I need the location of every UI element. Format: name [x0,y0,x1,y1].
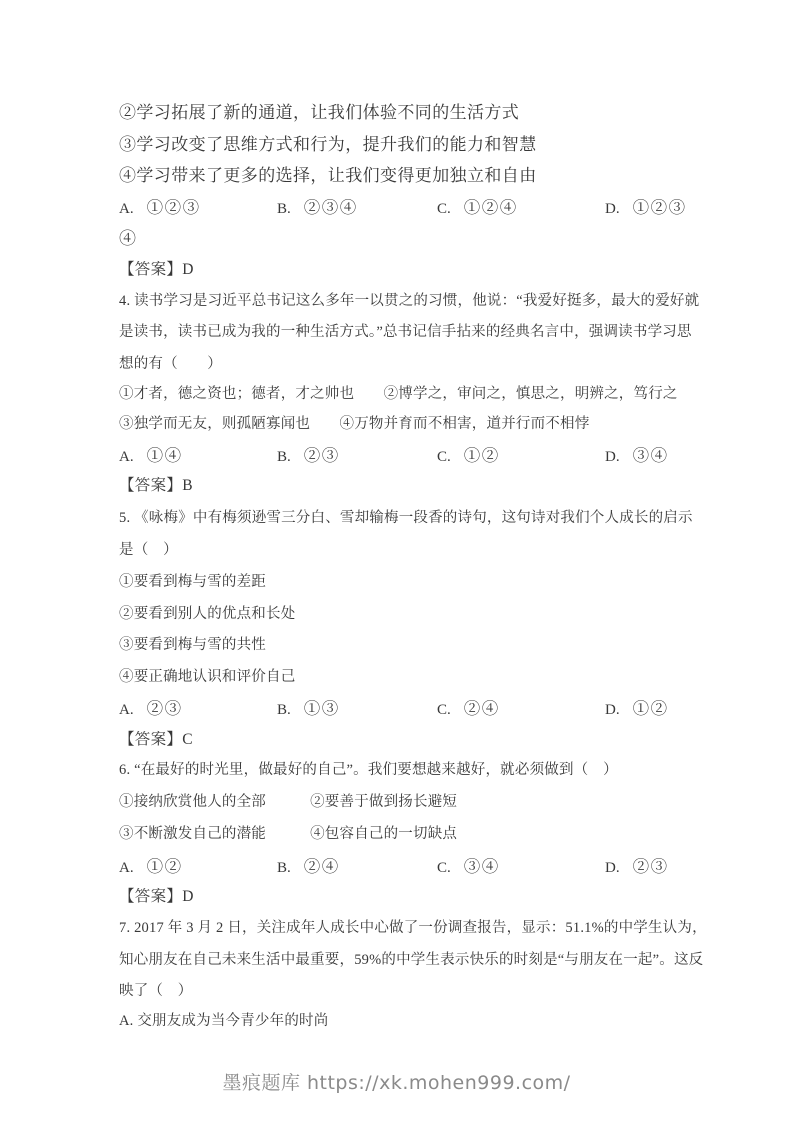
q6-option-d-numbers: ②③ [632,857,669,876]
q3-option-b-numbers: ②③④ [303,198,358,217]
q6-option-c-label: C. [437,860,451,876]
q6-option-d [605,857,669,877]
q4-option-d-numbers: ③④ [632,446,669,465]
q4-stem-line-3: 想的有（ ） [119,356,222,372]
q4-option-b-label: B. [277,449,291,465]
q4-option-b-numbers: ②③ [303,446,340,465]
q3-option-d-numbers: ①②③ [632,198,687,217]
q5-option-c-label: C. [437,702,451,718]
q5-option-d-numbers: ①② [632,699,669,718]
q5-answer: 【答案】C [119,731,193,748]
q3-option-a-numbers: ①②③ [146,198,201,217]
q3-option-d [605,198,687,218]
q5-option-b-numbers: ①③ [303,699,340,718]
q4-option-b [277,446,340,466]
q5-option-d [605,699,669,719]
q4-option-a-numbers: ①④ [146,446,183,465]
q5-option-b [277,699,340,719]
q4-option-c [437,446,500,466]
q5-option-c-numbers: ②④ [463,699,500,718]
q6-answer: 【答案】D [119,888,194,905]
q6-option-d-label: D. [605,860,620,876]
q3-option-c-label: C. [437,201,451,217]
q6-choices-line-2: ③不断激发自己的潜能 ④包容自己的一切缺点 [119,826,458,842]
q5-option-c [437,699,500,719]
q6-option-c-numbers: ③④ [463,857,500,876]
q3-option-d-overflow: ④ [119,229,137,248]
q6-option-a-numbers: ①② [146,857,183,876]
q6-option-a [119,857,183,877]
q4-choices-line-1: ①才者，德之资也；德者，才之帅也 ②博学之，审问之，慎思之，明辨之，笃行之 [119,386,678,402]
q3-options-row [119,198,739,222]
q4-stem-line-1: 4. 读书学习是习近平总书记这么多年一以贯之的习惯，他说：“我爱好挺多，最大的爱好就 [119,293,700,309]
q3-option-d-label: D. [605,201,620,217]
q3-option-b-label: B. [277,201,291,217]
q5-option-b-label: B. [277,702,291,718]
q3-option-c-numbers: ①②④ [463,198,518,217]
q5-option-a-numbers: ②③ [146,699,183,718]
q7-stem-line-1: 7. 2017 年 3 月 2 日，关注成年人成长中心做了一份调查报告，显示：51.1%的中学生认为， [119,920,707,936]
q4-option-d-label: D. [605,449,620,465]
q5-choice-4: ④要正确地认识和评价自己 [119,669,296,685]
q4-option-a-label: A. [119,449,134,465]
q5-choice-2: ②要看到别人的优点和长处 [119,606,296,622]
q5-option-a [119,699,183,719]
q5-stem-line-1: 5. 《咏梅》中有梅须逊雪三分白、雪却输梅一段香的诗句，这句诗对我们个人成长的启示 [119,510,693,526]
q5-choice-1: ①要看到梅与雪的差距 [119,574,266,590]
q6-option-b [277,857,340,877]
q5-choice-3: ③要看到梅与雪的共性 [119,637,266,653]
q4-option-c-label: C. [437,449,451,465]
q5-option-d-label: D. [605,702,620,718]
q3-statement-2: ②学习拓展了新的通道，让我们体验不同的生活方式 [119,103,520,122]
q3-statement-3: ③学习改变了思维方式和行为，提升我们的能力和智慧 [119,135,537,154]
q3-statement-4: ④学习带来了更多的选择，让我们变得更加独立和自由 [119,166,537,185]
q6-option-b-label: B. [277,860,291,876]
q3-option-c [437,198,518,218]
q7-option-a: A. 交朋友成为当今青少年的时尚 [119,1013,329,1029]
q6-option-a-label: A. [119,860,134,876]
q5-option-a-label: A. [119,702,134,718]
q4-choices-line-2: ③独学而无友，则孤陋寡闻也 ④万物并育而不相害，道并行而不相悖 [119,416,590,432]
q4-option-d [605,446,669,466]
q3-option-a-label: A. [119,201,134,217]
q4-option-c-numbers: ①② [463,446,500,465]
q4-answer: 【答案】B [119,477,193,494]
q4-options-row [119,446,739,470]
q4-stem-line-2: 是读书，读书已成为我的一种生活方式。”总书记信手拈来的经典名言中，强调读书学习思 [119,324,692,340]
q3-option-b [277,198,358,218]
q7-stem-line-3: 映了（ ） [119,983,193,999]
q5-options-row [119,699,739,723]
q6-stem-line-1: 6. “在最好的时光里，做最好的自己”。我们要想越来越好，就必须做到（ ） [119,762,618,778]
q6-options-row [119,857,739,881]
q4-option-a [119,446,183,466]
q7-stem-line-2: 知心朋友在自己未来生活中最重要，59%的中学生表示快乐的时刻是“与朋友在一起”。这反 [119,952,704,968]
q5-stem-line-2: 是（ ） [119,542,178,558]
q3-answer: 【答案】D [119,261,194,278]
q6-choices-line-1: ①接纳欣赏他人的全部 ②要善于做到扬长避短 [119,794,458,810]
q6-option-c [437,857,500,877]
footer-watermark: 墨痕题库 https://xk.mohen999.com/ [222,1072,571,1094]
q6-option-b-numbers: ②④ [303,857,340,876]
q3-option-a [119,198,201,218]
